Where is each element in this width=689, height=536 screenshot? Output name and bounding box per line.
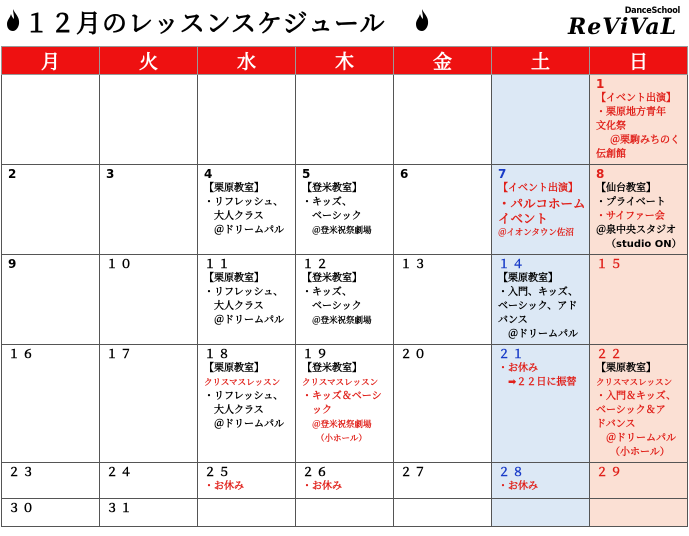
day-cell: [296, 165, 394, 255]
event-title: ・栗原地方青年: [596, 107, 666, 118]
week-row: [2, 499, 688, 527]
venue: ＠栗駒みちのく: [610, 135, 680, 146]
day-number: ３０: [8, 501, 37, 515]
day-number: １２: [302, 257, 331, 271]
class-location: 【登米教室】: [302, 183, 362, 194]
day-number: ２２: [596, 347, 625, 361]
logo-big-text: ReViVaL: [568, 14, 678, 40]
venue: ＠登米祝祭劇場: [312, 420, 372, 430]
day-number: 2: [8, 167, 19, 181]
day-number: 4: [204, 167, 215, 181]
day-number: １７: [106, 347, 135, 361]
day-number: １９: [302, 347, 331, 361]
day-number: １１: [204, 257, 233, 271]
day-cell: [198, 345, 296, 463]
day-cell: [2, 75, 100, 165]
class-name: 大人クラス: [214, 211, 264, 222]
day-cell: [296, 75, 394, 165]
day-number: ２３: [8, 465, 37, 479]
day-cell: [2, 499, 100, 527]
flame-icon: [415, 9, 429, 31]
class-name: ベーシック＆ア: [596, 405, 666, 416]
class-location: 【仙台教室】: [596, 183, 656, 194]
day-number: 1: [596, 77, 607, 91]
day-number: １８: [204, 347, 233, 361]
day-cell: [492, 255, 590, 345]
class-name: ック: [312, 405, 332, 416]
schedule-calendar: [1, 46, 688, 527]
day-cell: [590, 165, 688, 255]
class-location: 【栗原教室】: [204, 273, 264, 284]
day-cell: [296, 255, 394, 345]
day-cell: [2, 165, 100, 255]
day-cell: [100, 165, 198, 255]
class-name: 大人クラス: [214, 301, 264, 312]
day-cell: [590, 463, 688, 499]
class-name: ・サイファー会: [596, 211, 665, 222]
day-cell: [296, 499, 394, 527]
special-lesson: クリスマスレッスン: [596, 378, 673, 388]
day-cell: [198, 255, 296, 345]
day-cell: [492, 165, 590, 255]
flame-icon: [6, 9, 20, 31]
day-cell: [394, 463, 492, 499]
day-number: ３１: [106, 501, 135, 515]
class-name: ドバンス: [596, 419, 636, 430]
day-cell: [492, 345, 590, 463]
day-number: ２４: [106, 465, 135, 479]
class-name: ・キッズ、: [302, 197, 353, 208]
event-label: 【イベント出演】: [596, 93, 676, 104]
class-name: ベーシック: [312, 211, 362, 222]
class-name: ・プライベート: [596, 197, 666, 208]
class-location: 【栗原教室】: [204, 363, 264, 374]
day-cell: [394, 255, 492, 345]
special-lesson: クリスマスレッスン: [204, 378, 281, 388]
day-number: １６: [8, 347, 37, 361]
venue: （小ホール）: [316, 434, 367, 444]
school-logo: [568, 6, 686, 42]
page-title: １２月のレッスンスケジュール: [24, 9, 386, 38]
day-cell: [198, 499, 296, 527]
event-title: イベント: [498, 211, 549, 226]
page-header: [0, 0, 689, 46]
weekday-tue: 火: [100, 47, 198, 75]
venue: （studio ON）: [606, 239, 682, 250]
day-cell: [100, 255, 198, 345]
day-cell: [100, 499, 198, 527]
class-name: ・キッズ＆ベーシ: [302, 391, 382, 402]
class-location: 【栗原教室】: [596, 363, 656, 374]
venue: 伝創館: [596, 149, 626, 160]
week-row: [2, 75, 688, 165]
day-number: １５: [596, 257, 625, 271]
class-name: ベーシック: [312, 301, 362, 312]
closed-notice: ・お休み: [204, 481, 244, 492]
venue: ＠ドリームパル: [214, 315, 284, 326]
day-number: ２６: [302, 465, 331, 479]
day-cell: [296, 463, 394, 499]
closed-notice: ・お休み: [498, 363, 538, 374]
day-cell: [590, 345, 688, 463]
class-name: ・キッズ、: [302, 287, 353, 298]
logo-small-text: DanceSchool: [624, 6, 680, 16]
day-cell: [100, 463, 198, 499]
class-name: ・入門、キッズ、: [498, 287, 579, 298]
weekday-header-row: [2, 47, 688, 75]
day-number: 6: [400, 167, 411, 181]
weekday-mon: 月: [2, 47, 100, 75]
day-number: １３: [400, 257, 429, 271]
day-number: ２１: [498, 347, 527, 361]
weekday-sat: 土: [492, 47, 590, 75]
day-cell: [590, 75, 688, 165]
day-cell: [2, 463, 100, 499]
day-cell: [492, 463, 590, 499]
day-cell: [492, 75, 590, 165]
class-name: バンス: [498, 315, 528, 326]
weekday-sun: 日: [590, 47, 688, 75]
venue: （小ホール）: [610, 447, 670, 458]
day-number: ２０: [400, 347, 429, 361]
day-cell: [100, 345, 198, 463]
closed-notice: ・お休み: [498, 481, 538, 492]
class-location: 【栗原教室】: [204, 183, 264, 194]
day-cell: [198, 75, 296, 165]
day-number: ２９: [596, 465, 625, 479]
day-cell: [492, 499, 590, 527]
class-location: 【登米教室】: [302, 363, 362, 374]
day-cell: [394, 165, 492, 255]
day-cell: [590, 255, 688, 345]
class-name: ・リフレッシュ、: [204, 287, 284, 298]
venue: ＠登米祝祭劇場: [312, 316, 372, 326]
day-number: ２８: [498, 465, 527, 479]
venue: ＠ドリームパル: [214, 225, 284, 236]
day-cell: [394, 345, 492, 463]
weekday-fri: 金: [394, 47, 492, 75]
week-row: [2, 165, 688, 255]
day-number: ２５: [204, 465, 233, 479]
day-cell: [100, 75, 198, 165]
reschedule-notice: ➡２２日に振替: [508, 377, 577, 388]
day-number: ２７: [400, 465, 429, 479]
event-title: 文化祭: [596, 121, 626, 132]
class-name: ・リフレッシュ、: [204, 197, 284, 208]
day-cell: [394, 75, 492, 165]
day-cell: [2, 345, 100, 463]
special-lesson: クリスマスレッスン: [302, 378, 379, 388]
day-cell: [198, 165, 296, 255]
event-title: ・パルコホーム: [498, 196, 586, 211]
day-cell: [590, 499, 688, 527]
venue: ＠ドリームパル: [508, 329, 578, 340]
class-name: 大人クラス: [214, 405, 264, 416]
venue: ＠イオンタウン佐沼: [498, 228, 574, 238]
day-number: １０: [106, 257, 135, 271]
week-row: [2, 463, 688, 499]
weekday-thu: 木: [296, 47, 394, 75]
day-number: 9: [8, 257, 19, 271]
venue: ＠登米祝祭劇場: [312, 226, 372, 236]
class-name: ベーシック、アド: [498, 301, 578, 312]
venue: ＠ドリームパル: [606, 433, 676, 444]
class-name: ・リフレッシュ、: [204, 391, 284, 402]
weekday-wed: 水: [198, 47, 296, 75]
day-number: １４: [498, 257, 527, 271]
day-cell: [198, 463, 296, 499]
week-row: [2, 255, 688, 345]
week-row: [2, 345, 688, 463]
day-cell: [394, 499, 492, 527]
day-cell: [2, 255, 100, 345]
day-number: 3: [106, 167, 117, 181]
day-number: 7: [498, 167, 509, 181]
venue: ＠泉中央スタジオ: [596, 225, 676, 236]
class-location: 【栗原教室】: [498, 273, 558, 284]
day-number: 8: [596, 167, 607, 181]
class-name: ・入門＆キッズ、: [596, 391, 677, 402]
closed-notice: ・お休み: [302, 481, 342, 492]
day-cell: [296, 345, 394, 463]
day-number: 5: [302, 167, 313, 181]
event-label: 【イベント出演】: [498, 183, 578, 194]
venue: ＠ドリームパル: [214, 419, 284, 430]
class-location: 【登米教室】: [302, 273, 362, 284]
